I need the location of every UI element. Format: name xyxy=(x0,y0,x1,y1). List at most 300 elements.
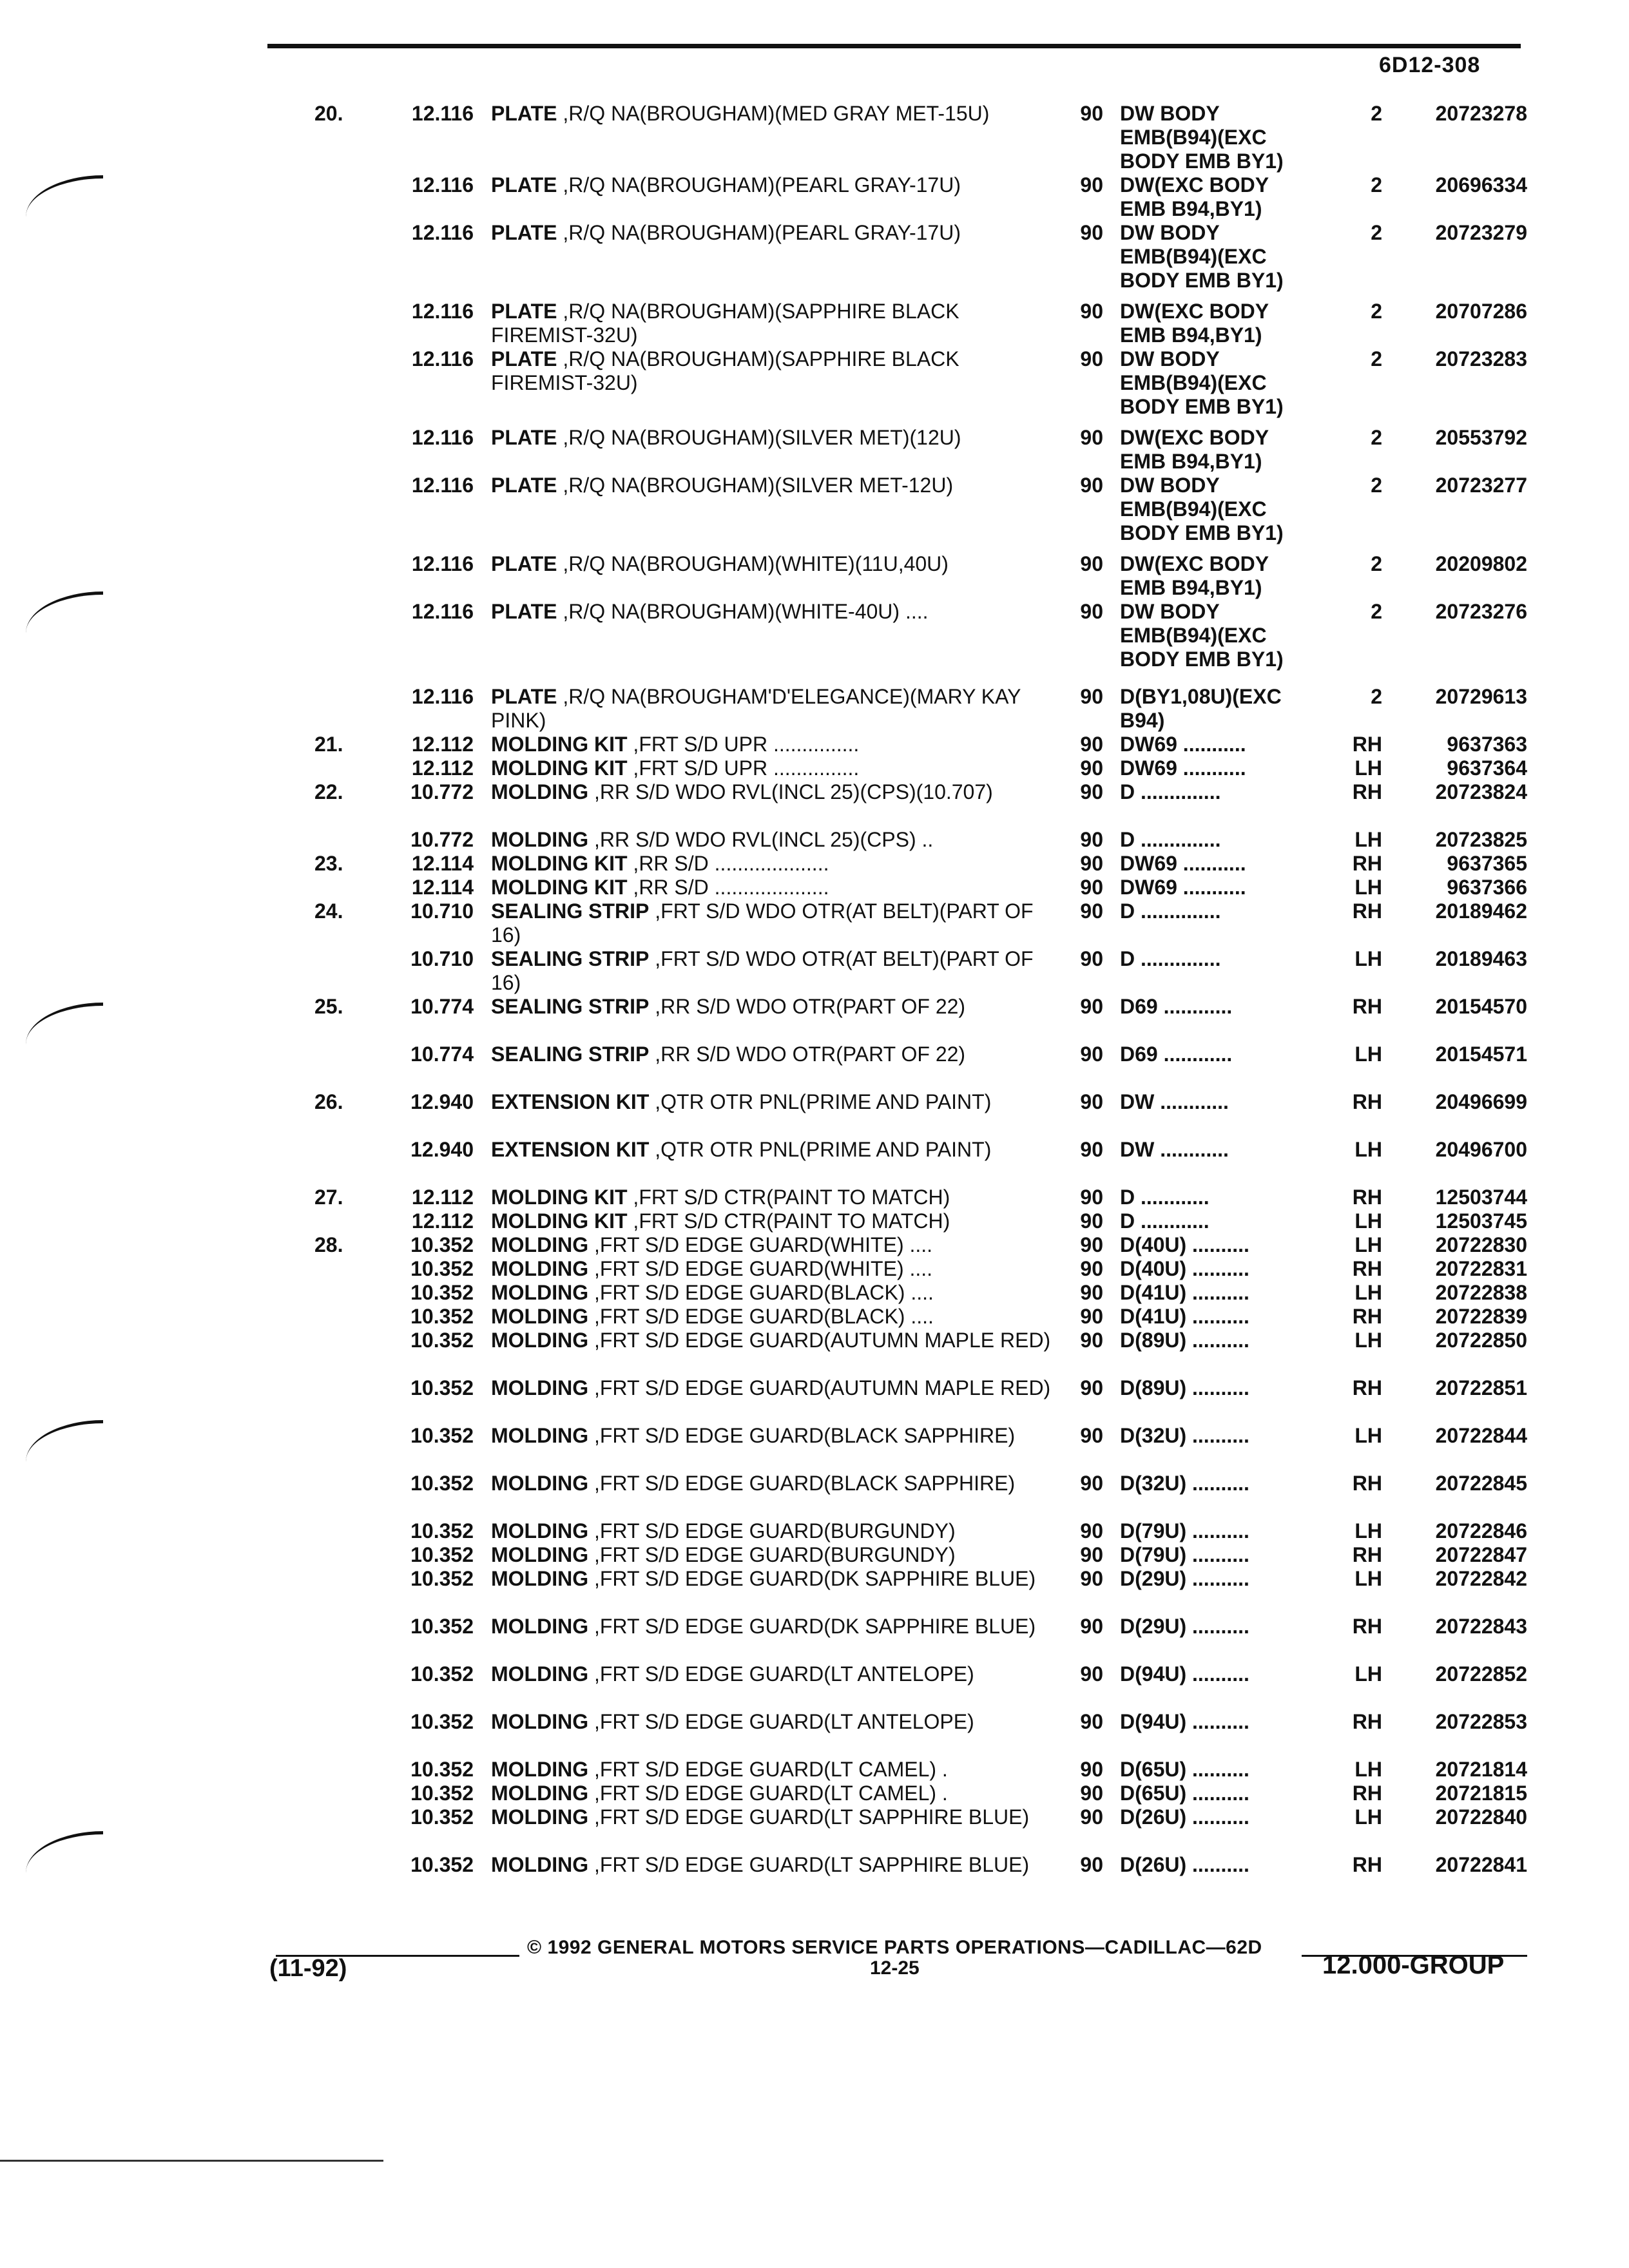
part-name: MOLDING xyxy=(491,1542,589,1566)
part-detail: ,R/Q NA(BROUGHAM)(PEARL GRAY-17U) xyxy=(557,173,961,197)
part-description xyxy=(491,1186,1058,1209)
part-name: MOLDING xyxy=(491,1233,589,1256)
part-description xyxy=(491,173,1058,197)
table-row xyxy=(0,876,1629,899)
part-number: 20721814 xyxy=(1435,1757,1527,1781)
usage-quantity: 90 xyxy=(1080,1566,1103,1590)
model-usage: D ............ xyxy=(1120,1185,1210,1209)
side-or-quantity: RH xyxy=(1352,1852,1382,1876)
group-number: 10.352 xyxy=(410,1304,474,1328)
part-detail: ,FRT S/D CTR(PAINT TO MATCH) xyxy=(627,1185,950,1209)
model-usage: D69 ............ xyxy=(1120,1042,1233,1066)
part-name: MOLDING xyxy=(491,1519,589,1542)
part-detail: ,FRT S/D EDGE GUARD(BLACK) .... xyxy=(588,1280,934,1304)
part-detail: ,FRT S/D EDGE GUARD(LT CAMEL) . xyxy=(588,1781,948,1805)
usage-quantity: 90 xyxy=(1080,552,1103,576)
group-number: 10.710 xyxy=(410,947,474,970)
part-description xyxy=(491,1567,1058,1591)
side-or-quantity: RH xyxy=(1352,1781,1382,1805)
item-number: 21. xyxy=(314,732,343,756)
item-number: 22. xyxy=(314,780,343,803)
table-row xyxy=(0,1424,1629,1472)
model-usage: D(32U) .......... xyxy=(1120,1423,1249,1447)
part-name: MOLDING KIT xyxy=(491,1209,628,1233)
group-number: 10.352 xyxy=(410,1614,474,1638)
part-detail: ,FRT S/D EDGE GUARD(BURGUNDY) xyxy=(588,1542,956,1566)
usage-quantity: 90 xyxy=(1080,1256,1103,1280)
usage-quantity: 90 xyxy=(1080,1185,1103,1209)
group-number: 12.116 xyxy=(411,102,474,125)
usage-quantity: 90 xyxy=(1080,994,1103,1018)
table-row xyxy=(0,1257,1629,1281)
usage-quantity: 90 xyxy=(1080,173,1103,197)
part-number: 20723283 xyxy=(1435,347,1527,371)
part-name: MOLDING xyxy=(491,1662,589,1686)
usage-quantity: 90 xyxy=(1080,1542,1103,1566)
side-or-quantity: LH xyxy=(1354,1757,1382,1781)
part-detail: ,FRT S/D WDO OTR(AT BELT)(PART OF 16) xyxy=(491,947,1034,994)
side-or-quantity: RH xyxy=(1352,1376,1382,1399)
part-description xyxy=(491,1281,1058,1305)
part-detail: ,R/Q NA(BROUGHAM'D'ELEGANCE)(MARY KAY PINK) xyxy=(491,684,1021,732)
table-row xyxy=(0,1543,1629,1567)
side-or-quantity: 2 xyxy=(1371,474,1382,497)
part-description xyxy=(491,899,1058,947)
part-name: PLATE xyxy=(491,347,557,371)
side-or-quantity: RH xyxy=(1352,1709,1382,1733)
model-usage: DW(EXC BODY EMB B94,BY1) xyxy=(1120,173,1269,220)
part-number: 20723825 xyxy=(1435,827,1527,851)
group-number: 10.352 xyxy=(410,1256,474,1280)
part-description xyxy=(491,1662,1058,1686)
side-or-quantity: RH xyxy=(1352,732,1382,756)
part-detail: ,FRT S/D EDGE GUARD(DK SAPPHIRE BLUE) xyxy=(588,1614,1036,1638)
part-description xyxy=(491,876,1058,899)
part-detail: ,FRT S/D EDGE GUARD(LT ANTELOPE) xyxy=(588,1662,974,1686)
group-number: 10.352 xyxy=(410,1709,474,1733)
group-number: 10.352 xyxy=(410,1280,474,1304)
usage-quantity: 90 xyxy=(1080,1423,1103,1447)
part-number: 20722831 xyxy=(1435,1256,1527,1280)
side-or-quantity: LH xyxy=(1354,1423,1382,1447)
part-name: PLATE xyxy=(491,173,557,197)
model-usage: D69 ............ xyxy=(1120,994,1233,1018)
part-name: MOLDING xyxy=(491,1376,589,1399)
side-or-quantity: 2 xyxy=(1371,684,1382,708)
part-detail: ,R/Q NA(BROUGHAM)(WHITE)(11U,40U) xyxy=(557,552,949,576)
part-description xyxy=(491,1233,1058,1257)
part-detail: ,FRT S/D EDGE GUARD(WHITE) .... xyxy=(588,1233,933,1256)
table-row xyxy=(0,102,1629,173)
group-number: 10.774 xyxy=(410,1042,474,1066)
group-number: 12.940 xyxy=(410,1090,474,1113)
part-detail: ,FRT S/D EDGE GUARD(DK SAPPHIRE BLUE) xyxy=(588,1566,1036,1590)
group-number: 12.116 xyxy=(411,300,474,323)
model-usage: D .............. xyxy=(1120,780,1221,803)
table-row xyxy=(0,1233,1629,1257)
usage-quantity: 90 xyxy=(1080,1280,1103,1304)
part-number: 20722843 xyxy=(1435,1614,1527,1638)
part-name: MOLDING KIT xyxy=(491,756,628,780)
side-or-quantity: RH xyxy=(1352,994,1382,1018)
part-number: 12503745 xyxy=(1435,1209,1527,1233)
item-number: 23. xyxy=(314,851,343,875)
bottom-rule xyxy=(0,2160,383,2162)
part-name: PLATE xyxy=(491,300,557,323)
usage-quantity: 90 xyxy=(1080,1781,1103,1805)
part-number: 20722847 xyxy=(1435,1542,1527,1566)
part-name: MOLDING KIT xyxy=(491,851,628,875)
usage-quantity: 90 xyxy=(1080,827,1103,851)
usage-quantity: 90 xyxy=(1080,426,1103,450)
side-or-quantity: 2 xyxy=(1371,173,1382,197)
part-description xyxy=(491,756,1058,780)
part-number: 20722850 xyxy=(1435,1328,1527,1352)
group-number: 10.352 xyxy=(410,1781,474,1805)
group-number: 10.352 xyxy=(410,1233,474,1256)
part-description xyxy=(491,1305,1058,1329)
group-number: 10.772 xyxy=(410,780,474,803)
table-row xyxy=(0,1782,1629,1805)
part-number: 20722830 xyxy=(1435,1233,1527,1256)
model-usage: D(26U) .......... xyxy=(1120,1805,1249,1829)
part-number: 20189462 xyxy=(1435,899,1527,923)
model-usage: D(41U) .......... xyxy=(1120,1280,1249,1304)
table-row xyxy=(0,1043,1629,1090)
footer-date: (11-92) xyxy=(269,1955,347,1982)
usage-quantity: 90 xyxy=(1080,684,1103,708)
part-description xyxy=(491,1758,1058,1782)
table-row xyxy=(0,1138,1629,1186)
part-description xyxy=(491,1615,1058,1639)
part-detail: ,FRT S/D EDGE GUARD(LT ANTELOPE) xyxy=(588,1709,974,1733)
part-number: 20154570 xyxy=(1435,994,1527,1018)
part-detail: ,R/Q NA(BROUGHAM)(PEARL GRAY-17U) xyxy=(557,221,961,244)
group-number: 12.112 xyxy=(411,732,474,756)
model-usage: D(32U) .......... xyxy=(1120,1471,1249,1495)
group-number: 10.352 xyxy=(410,1662,474,1686)
part-number: 20723276 xyxy=(1435,600,1527,624)
item-number: 24. xyxy=(314,899,343,923)
group-number: 12.116 xyxy=(411,173,474,197)
model-usage: D(40U) .......... xyxy=(1120,1256,1249,1280)
part-detail: ,FRT S/D EDGE GUARD(AUTUMN MAPLE RED) xyxy=(588,1376,1051,1399)
part-description xyxy=(491,780,1058,804)
part-description xyxy=(491,552,1058,576)
side-or-quantity: RH xyxy=(1352,780,1382,803)
parts-catalog-table xyxy=(0,102,1629,1901)
part-name: MOLDING xyxy=(491,1805,589,1829)
table-row xyxy=(0,1281,1629,1305)
part-number: 20722852 xyxy=(1435,1662,1527,1686)
usage-quantity: 90 xyxy=(1080,1042,1103,1066)
part-number: 9637364 xyxy=(1447,756,1527,780)
side-or-quantity: LH xyxy=(1354,1328,1382,1352)
part-description xyxy=(491,947,1058,995)
part-description xyxy=(491,1043,1058,1066)
part-detail: ,FRT S/D EDGE GUARD(LT CAMEL) . xyxy=(588,1757,948,1781)
model-usage: D .............. xyxy=(1120,899,1221,923)
model-usage: DW69 ........... xyxy=(1120,875,1246,899)
part-number: 20154571 xyxy=(1435,1042,1527,1066)
part-name: PLATE xyxy=(491,102,557,125)
part-detail: ,R/Q NA(BROUGHAM)(SILVER MET)(12U) xyxy=(557,426,961,450)
model-usage: D(65U) .......... xyxy=(1120,1757,1249,1781)
part-description xyxy=(491,733,1058,756)
footer-page-number: 12-25 xyxy=(870,1957,920,1979)
part-name: MOLDING xyxy=(491,1256,589,1280)
part-number: 9637366 xyxy=(1447,875,1527,899)
part-name: MOLDING xyxy=(491,780,589,803)
part-detail: ,FRT S/D UPR ............... xyxy=(627,732,860,756)
part-description xyxy=(491,221,1058,245)
model-usage: D(40U) .......... xyxy=(1120,1233,1249,1256)
table-row xyxy=(0,899,1629,947)
part-number: 20189463 xyxy=(1435,947,1527,970)
part-number: 20722845 xyxy=(1435,1471,1527,1495)
part-description xyxy=(491,300,1058,347)
table-row xyxy=(0,1329,1629,1376)
usage-quantity: 90 xyxy=(1080,899,1103,923)
side-or-quantity: LH xyxy=(1354,1805,1382,1829)
part-name: PLATE xyxy=(491,600,557,624)
usage-quantity: 90 xyxy=(1080,300,1103,323)
part-detail: ,FRT S/D EDGE GUARD(BLACK) .... xyxy=(588,1304,934,1328)
part-description xyxy=(491,852,1058,876)
model-usage: DW69 ........... xyxy=(1120,851,1246,875)
usage-quantity: 90 xyxy=(1080,1852,1103,1876)
part-detail: ,RR S/D WDO RVL(INCL 25)(CPS)(10.707) xyxy=(588,780,993,803)
part-number: 20496699 xyxy=(1435,1090,1527,1113)
part-detail: ,R/Q NA(BROUGHAM)(SAPPHIRE BLACK FIREMIST-32U) xyxy=(491,347,959,395)
part-name: MOLDING KIT xyxy=(491,732,628,756)
usage-quantity: 90 xyxy=(1080,474,1103,497)
side-or-quantity: LH xyxy=(1354,1662,1382,1686)
group-number: 10.352 xyxy=(410,1757,474,1781)
model-usage: D(79U) .......... xyxy=(1120,1542,1249,1566)
part-name: MOLDING KIT xyxy=(491,875,628,899)
model-usage: DW69 ........... xyxy=(1120,732,1246,756)
table-row xyxy=(0,1662,1629,1710)
group-number: 12.116 xyxy=(411,474,474,497)
part-detail: ,RR S/D WDO RVL(INCL 25)(CPS) .. xyxy=(588,827,934,851)
usage-quantity: 90 xyxy=(1080,1304,1103,1328)
model-usage: D(89U) .......... xyxy=(1120,1376,1249,1399)
part-name: MOLDING KIT xyxy=(491,1185,628,1209)
model-usage: DW(EXC BODY EMB B94,BY1) xyxy=(1120,552,1269,600)
model-usage: D(94U) .......... xyxy=(1120,1709,1249,1733)
part-detail: ,FRT S/D EDGE GUARD(LT SAPPHIRE BLUE) xyxy=(588,1852,1030,1876)
part-number: 20723824 xyxy=(1435,780,1527,803)
part-number: 20553792 xyxy=(1435,426,1527,450)
side-or-quantity: LH xyxy=(1354,1280,1382,1304)
side-or-quantity: 2 xyxy=(1371,221,1382,244)
usage-quantity: 90 xyxy=(1080,851,1103,875)
part-description xyxy=(491,102,1058,126)
part-description xyxy=(491,995,1058,1019)
part-name: SEALING STRIP xyxy=(491,994,650,1018)
side-or-quantity: LH xyxy=(1354,1209,1382,1233)
table-row xyxy=(0,756,1629,780)
part-name: PLATE xyxy=(491,221,557,244)
part-number: 20723279 xyxy=(1435,221,1527,244)
part-description xyxy=(491,1472,1058,1495)
group-number: 12.116 xyxy=(411,347,474,371)
group-number: 12.116 xyxy=(411,684,474,708)
model-usage: D(29U) .......... xyxy=(1120,1566,1249,1590)
part-detail: ,RR S/D WDO OTR(PART OF 22) xyxy=(649,994,966,1018)
side-or-quantity: 2 xyxy=(1371,426,1382,450)
footer-group: 12.000-GROUP xyxy=(1322,1951,1505,1979)
model-usage: DW BODY EMB(B94)(EXC BODY EMB BY1) xyxy=(1120,221,1284,292)
part-description xyxy=(491,426,1058,450)
part-description xyxy=(491,1209,1058,1233)
model-usage: D .............. xyxy=(1120,947,1221,970)
usage-quantity: 90 xyxy=(1080,347,1103,371)
side-or-quantity: RH xyxy=(1352,899,1382,923)
part-description xyxy=(491,1376,1058,1400)
part-description xyxy=(491,1519,1058,1543)
part-number: 12503744 xyxy=(1435,1185,1527,1209)
table-row xyxy=(0,600,1629,684)
part-description xyxy=(491,474,1058,497)
usage-quantity: 90 xyxy=(1080,756,1103,780)
model-usage: D(89U) .......... xyxy=(1120,1328,1249,1352)
item-number: 20. xyxy=(314,102,343,125)
part-number: 20722851 xyxy=(1435,1376,1527,1399)
part-name: PLATE xyxy=(491,474,557,497)
group-number: 10.352 xyxy=(410,1566,474,1590)
side-or-quantity: RH xyxy=(1352,1304,1382,1328)
side-or-quantity: LH xyxy=(1354,1233,1382,1256)
table-row xyxy=(0,995,1629,1043)
group-number: 10.772 xyxy=(410,827,474,851)
group-number: 12.114 xyxy=(411,851,474,875)
table-row xyxy=(0,221,1629,300)
group-number: 10.352 xyxy=(410,1328,474,1352)
part-number: 20722841 xyxy=(1435,1852,1527,1876)
group-number: 10.352 xyxy=(410,1805,474,1829)
footer-copyright: © 1992 GENERAL MOTORS SERVICE PARTS OPERATIONS—CADILLAC—62D xyxy=(527,1937,1262,1958)
usage-quantity: 90 xyxy=(1080,780,1103,803)
part-name: MOLDING xyxy=(491,1781,589,1805)
part-description xyxy=(491,600,1058,624)
part-number: 20722839 xyxy=(1435,1304,1527,1328)
table-row xyxy=(0,173,1629,221)
usage-quantity: 90 xyxy=(1080,1614,1103,1638)
part-detail: ,FRT S/D WDO OTR(AT BELT)(PART OF 16) xyxy=(491,899,1034,947)
group-number: 12.940 xyxy=(410,1137,474,1161)
part-name: PLATE xyxy=(491,684,557,708)
part-detail: ,R/Q NA(BROUGHAM)(SAPPHIRE BLACK FIREMIST-32U) xyxy=(491,300,959,347)
side-or-quantity: RH xyxy=(1352,1542,1382,1566)
part-name: MOLDING xyxy=(491,827,589,851)
table-row xyxy=(0,1615,1629,1662)
part-detail: ,R/Q NA(BROUGHAM)(WHITE-40U) .... xyxy=(557,600,929,624)
part-number: 9637365 xyxy=(1447,851,1527,875)
part-name: MOLDING xyxy=(491,1328,589,1352)
part-name: MOLDING xyxy=(491,1852,589,1876)
model-usage: D(26U) .......... xyxy=(1120,1852,1249,1876)
part-name: MOLDING xyxy=(491,1280,589,1304)
part-name: MOLDING xyxy=(491,1757,589,1781)
side-or-quantity: 2 xyxy=(1371,347,1382,371)
table-row xyxy=(0,1758,1629,1782)
usage-quantity: 90 xyxy=(1080,732,1103,756)
model-usage: D(BY1,08U)(EXC B94) xyxy=(1120,684,1282,732)
usage-quantity: 90 xyxy=(1080,1328,1103,1352)
table-row xyxy=(0,1853,1629,1901)
part-detail: ,R/Q NA(BROUGHAM)(MED GRAY MET-15U) xyxy=(557,102,990,125)
usage-quantity: 90 xyxy=(1080,1805,1103,1829)
group-number: 12.116 xyxy=(411,426,474,450)
part-name: PLATE xyxy=(491,552,557,576)
table-row xyxy=(0,474,1629,552)
part-name: MOLDING xyxy=(491,1304,589,1328)
part-description xyxy=(491,828,1058,852)
group-number: 10.352 xyxy=(410,1519,474,1542)
page-id: 6D12-308 xyxy=(1379,53,1481,77)
table-row xyxy=(0,1209,1629,1233)
side-or-quantity: RH xyxy=(1352,851,1382,875)
part-number: 20723277 xyxy=(1435,474,1527,497)
part-number: 20722840 xyxy=(1435,1805,1527,1829)
part-number: 20696334 xyxy=(1435,173,1527,197)
table-row xyxy=(0,347,1629,426)
part-name: MOLDING xyxy=(491,1423,589,1447)
part-description xyxy=(491,1424,1058,1448)
part-detail: ,QTR OTR PNL(PRIME AND PAINT) xyxy=(649,1090,992,1113)
side-or-quantity: RH xyxy=(1352,1614,1382,1638)
model-usage: DW69 ........... xyxy=(1120,756,1246,780)
side-or-quantity: RH xyxy=(1352,1185,1382,1209)
table-row xyxy=(0,1805,1629,1853)
part-detail: ,FRT S/D EDGE GUARD(WHITE) .... xyxy=(588,1256,933,1280)
part-number: 20721815 xyxy=(1435,1781,1527,1805)
usage-quantity: 90 xyxy=(1080,1519,1103,1542)
part-description xyxy=(491,1257,1058,1281)
part-number: 20722844 xyxy=(1435,1423,1527,1447)
usage-quantity: 90 xyxy=(1080,221,1103,244)
part-number: 20722853 xyxy=(1435,1709,1527,1733)
part-description xyxy=(491,1782,1058,1805)
part-description xyxy=(491,685,1058,733)
item-number: 26. xyxy=(314,1090,343,1113)
table-row xyxy=(0,552,1629,600)
part-number: 20722838 xyxy=(1435,1280,1527,1304)
part-description xyxy=(491,347,1058,395)
model-usage: DW BODY EMB(B94)(EXC BODY EMB BY1) xyxy=(1120,102,1284,173)
side-or-quantity: LH xyxy=(1354,875,1382,899)
item-number: 27. xyxy=(314,1185,343,1209)
model-usage: D(94U) .......... xyxy=(1120,1662,1249,1686)
model-usage: DW BODY EMB(B94)(EXC BODY EMB BY1) xyxy=(1120,600,1284,671)
model-usage: DW ............ xyxy=(1120,1137,1229,1161)
part-number: 20723278 xyxy=(1435,102,1527,125)
part-detail: ,RR S/D .................... xyxy=(627,851,829,875)
model-usage: DW ............ xyxy=(1120,1090,1229,1113)
part-name: PLATE xyxy=(491,426,557,450)
model-usage: DW(EXC BODY EMB B94,BY1) xyxy=(1120,300,1269,347)
side-or-quantity: RH xyxy=(1352,1256,1382,1280)
group-number: 10.352 xyxy=(410,1471,474,1495)
part-number: 20707286 xyxy=(1435,300,1527,323)
part-name: SEALING STRIP xyxy=(491,1042,650,1066)
usage-quantity: 90 xyxy=(1080,1471,1103,1495)
model-usage: D(65U) .......... xyxy=(1120,1781,1249,1805)
part-detail: ,RR S/D .................... xyxy=(627,875,829,899)
part-name: MOLDING xyxy=(491,1614,589,1638)
